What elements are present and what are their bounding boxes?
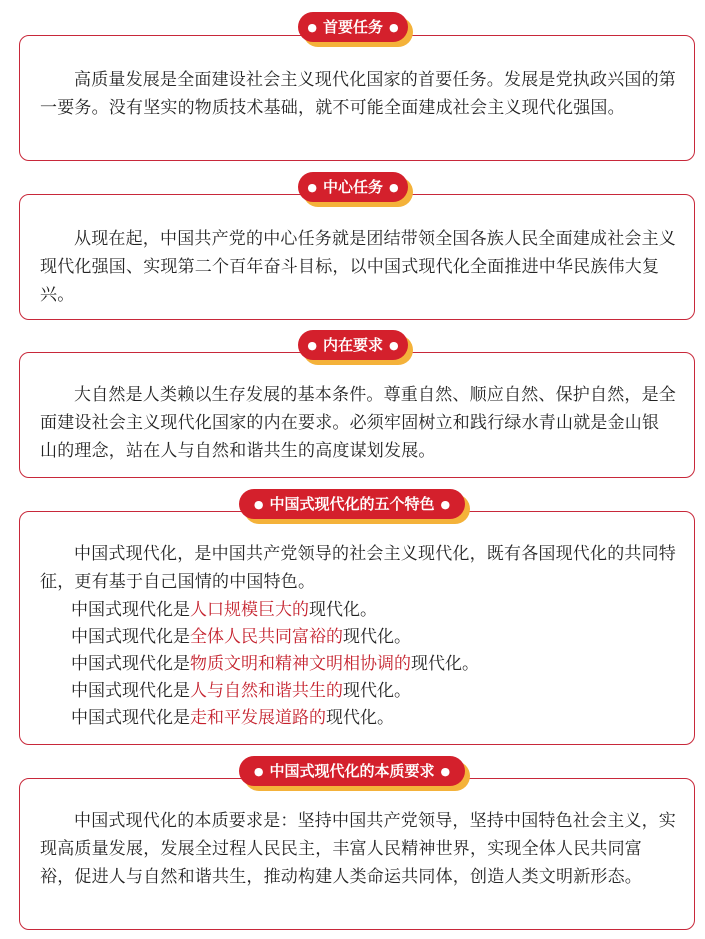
section-title: 中国式现代化的本质要求	[269, 762, 435, 780]
feature-line	[71, 704, 394, 732]
feature-highlight: 物质文明和精神文明相协调的	[190, 654, 411, 674]
bullet-dot: ●	[307, 339, 317, 352]
section-title-badge	[298, 172, 408, 202]
section-box	[19, 352, 695, 478]
feature-prefix: 中国式现代化是	[71, 600, 190, 620]
feature-suffix: 现代化。	[326, 708, 394, 728]
bullet-dot: ●	[253, 765, 264, 778]
feature-suffix: 现代化。	[343, 627, 411, 647]
feature-suffix: 现代化。	[343, 681, 411, 701]
section-title-badge	[298, 12, 408, 42]
section-essential-requirements	[19, 756, 695, 932]
feature-line	[71, 650, 479, 678]
feature-prefix: 中国式现代化是	[71, 681, 190, 701]
section-primary-task	[19, 12, 695, 162]
bullet-dot: ●	[389, 21, 399, 34]
section-box	[19, 778, 695, 930]
feature-prefix: 中国式现代化是	[71, 708, 190, 728]
section-box	[19, 35, 695, 161]
feature-line	[71, 677, 411, 705]
section-intro: 中国式现代化，是中国共产党领导的社会主义现代化，既有各国现代化的共同特征，更有基于自己国情的中国特色。	[40, 544, 676, 592]
section-five-features	[19, 489, 695, 747]
bullet-dot: ●	[253, 498, 264, 511]
bullet-dot: ●	[389, 181, 399, 194]
section-body: 高质量发展是全面建设社会主义现代化国家的首要任务。发展是党执政兴国的第一要务。没有坚实的物质技术基础，就不可能全面建成社会主义现代化强国。	[40, 70, 676, 118]
feature-line	[71, 623, 411, 651]
section-box	[19, 194, 695, 320]
section-body: 大自然是人类赖以生存发展的基本条件。尊重自然、顺应自然、保护自然，是全面建设社会主义现代化国家的内在要求。必须牢固树立和践行绿水青山就是金山银山的理念，站在人与自然和谐共生的高度谋划发展。	[40, 385, 676, 461]
feature-suffix: 现代化。	[309, 600, 377, 620]
feature-highlight: 全体人民共同富裕的	[190, 627, 343, 647]
section-body: 从现在起，中国共产党的中心任务就是团结带领全国各族人民全面建成社会主义现代化强国、实现第二个百年奋斗目标，以中国式现代化全面推进中华民族伟大复兴。	[40, 229, 676, 305]
section-body: 中国式现代化的本质要求是：坚持中国共产党领导，坚持中国特色社会主义，实现高质量发展，发展全过程人民民主，丰富人民精神世界，实现全体人民共同富裕，促进人与自然和谐共生，推动构建人类命运共同体，创造人类文明新形态。	[40, 811, 676, 887]
section-box	[19, 511, 695, 745]
feature-line	[71, 596, 377, 624]
feature-highlight: 走和平发展道路的	[190, 708, 326, 728]
section-title: 中国式现代化的五个特色	[269, 495, 435, 513]
feature-suffix: 现代化。	[411, 654, 479, 674]
section-title: 中心任务	[322, 178, 383, 196]
bullet-dot: ●	[389, 339, 399, 352]
feature-prefix: 中国式现代化是	[71, 654, 190, 674]
section-title: 首要任务	[322, 18, 383, 36]
bullet-dot: ●	[307, 181, 317, 194]
bullet-dot: ●	[440, 765, 451, 778]
section-title-badge	[239, 756, 465, 786]
section-inherent-requirement	[19, 330, 695, 480]
section-title: 内在要求	[322, 336, 383, 354]
section-title-badge	[239, 489, 465, 519]
feature-prefix: 中国式现代化是	[71, 627, 190, 647]
feature-highlight: 人与自然和谐共生的	[190, 681, 343, 701]
bullet-dot: ●	[307, 21, 317, 34]
feature-highlight: 人口规模巨大的	[190, 600, 309, 620]
bullet-dot: ●	[440, 498, 451, 511]
section-central-task	[19, 172, 695, 322]
section-title-badge	[298, 330, 408, 360]
